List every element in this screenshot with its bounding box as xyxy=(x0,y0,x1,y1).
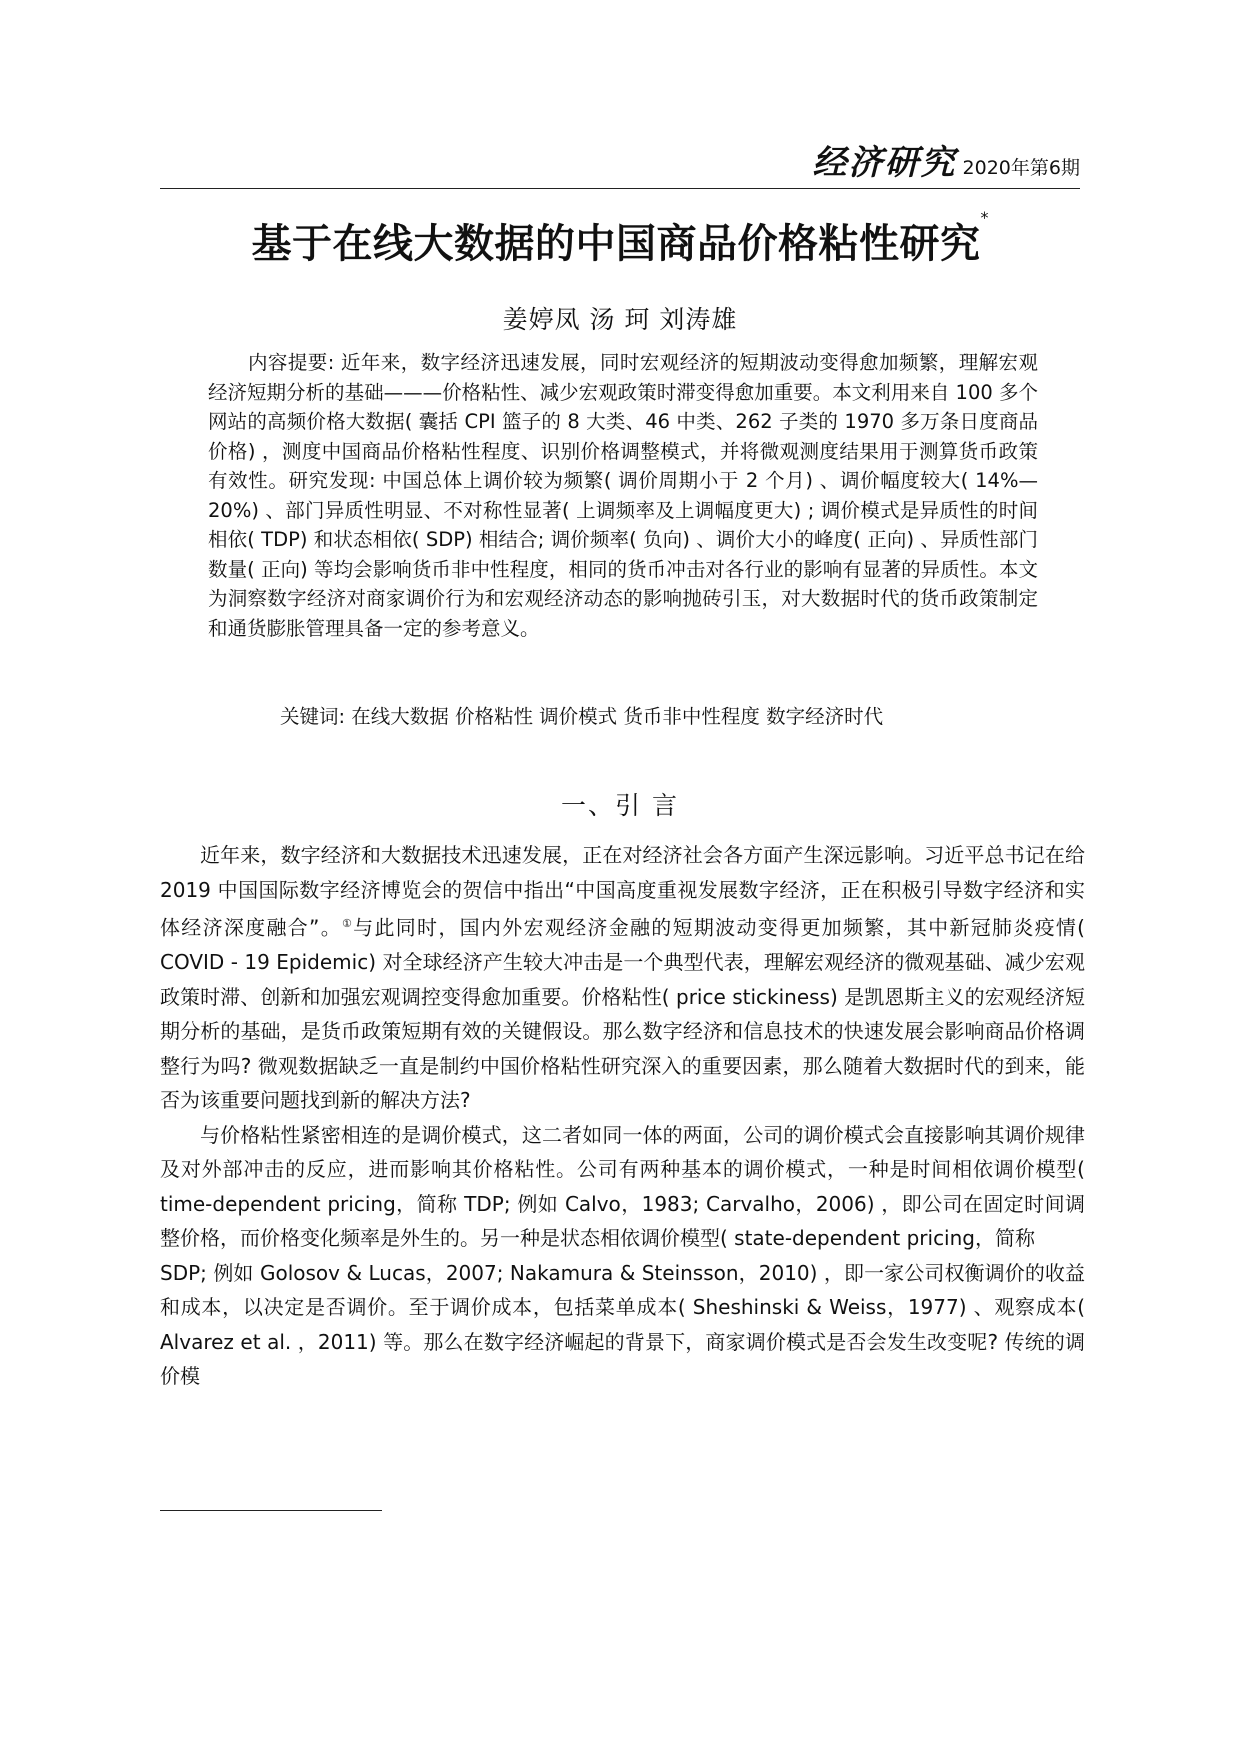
paragraph-text: SDP; 例如 Golosov & Lucas，2007; Nakamura & Steinsson，2010) ，即一家公司权衡调价的收益和成本，以决定是否调价。至于调价成本，包括菜单成本( Sheshinski & Weiss，1977) 、观察成本( Alvarez et al. ，2011) 等。那么在数字经济崛起的背景下，商家调价模式是否会发生改变呢? 传统的调价模 xyxy=(160,1260,1085,1389)
paragraph-text: 近年来，数字经济和大数据技术迅速发展，正在对经济社会各方面产生深远影响。习近平总书记在给 2019 中国国际数字经济博览会的贺信中指出“中国高度重视发展数字经济，正在积极引导数字经济和实体经济深度融合”。 xyxy=(160,843,1085,940)
title-block xyxy=(0,208,1240,269)
paragraph-text: 与价格粘性紧密相连的是调价模式，这二者如同一体的两面，公司的调价模式会直接影响其调价规律及对外部冲击的反应，进而影响其价格粘性。公司有两种基本的调价模式，一种是时间相依调价模型( time-dependent pricing，简称 TDP; 例如 Calvo，1983; Carvalho，2006) ，即公司在固定时间调整价格，而价格变化频率是外生的。另一种是状态相依调价模型( state-dependent pricing，简称 xyxy=(160,1122,1085,1251)
paragraph-text: 与此同时，国内外宏观经济金融的短期波动变得更加频繁，其中新冠肺炎疫情( COVID - 19 Epidemic) 对全球经济产生较大冲击是一个典型代表，理解宏观经济的微观基础、减少宏观政策时滞、创新和加强宏观调控变得愈加重要。价格粘性( price stickiness) 是凯恩斯主义的宏观经济短期分析的基础，是货币政策短期有效的关键假设。那么数字经济和信息技术的快速发展会影响商品价格调整行为吗? 微观数据缺乏一直是制约中国价格粘性研究深入的重要因素，那么随着大数据时代的到来，能否为该重要问题找到新的解决方法? xyxy=(160,915,1085,1113)
issue-info: 2020年第6期 xyxy=(962,157,1080,179)
journal-name: 经济研究 xyxy=(812,143,957,183)
paragraph-continuation xyxy=(160,1256,1085,1394)
section-heading: 一、引 言 xyxy=(561,791,679,820)
body-text xyxy=(160,838,1085,1394)
journal-block xyxy=(813,135,1080,184)
abstract: 内容提要: 近年来，数字经济迅速发展，同时宏观经济的短期波动变得愈加频繁，理解宏观经济短期分析的基础———价格粘性、减少宏观政策时滞变得愈加重要。本文利用来自 100 多个网站的高频价格大数据( 囊括 CPI 篮子的 8 大类、46 中类、262 子类的 1970 多万条日度商品价格) ，测度中国商品价格粘性程度、识别价格调整模式，并将微观测度结果用于测算货币政策有效性。研究发现: 中国总体上调价较为频繁( 调价周期小于 2 个月) 、调价幅度较大( 14%—20%) 、部门异质性明显、不对称性显著( 上调频率及上调幅度更大) ; 调价模式是异质性的时间相依( TDP) 和状态相依( SDP) 相结合; 调价频率( 负向) 、调价大小的峰度( 正向) 、异质性部门数量( 正向) 等均会影响货币非中性程度，相同的货币冲击对各行业的影响有显著的异质性。本文为洞察数字经济对商家调价行为和宏观经济动态的影响抛砖引玉，对大数据时代的货币政策制定和通货膨胀管理具备一定的参考意义。 xyxy=(208,351,1038,640)
author-list: 姜婷凤 汤 珂 刘涛雄 xyxy=(502,305,738,334)
article-title: 基于在线大数据的中国商品价格粘性研究 xyxy=(251,221,981,267)
paragraph xyxy=(160,838,1085,1118)
running-header xyxy=(160,143,1080,189)
keywords: 关键词: 在线大数据 价格粘性 调价模式 货币非中性程度 数字经济时代 xyxy=(280,705,884,728)
title-footnote-mark: * xyxy=(980,208,989,227)
paragraph xyxy=(160,1118,1085,1256)
footnote-mark: ① xyxy=(342,917,354,930)
footnote-separator xyxy=(160,1510,382,1511)
